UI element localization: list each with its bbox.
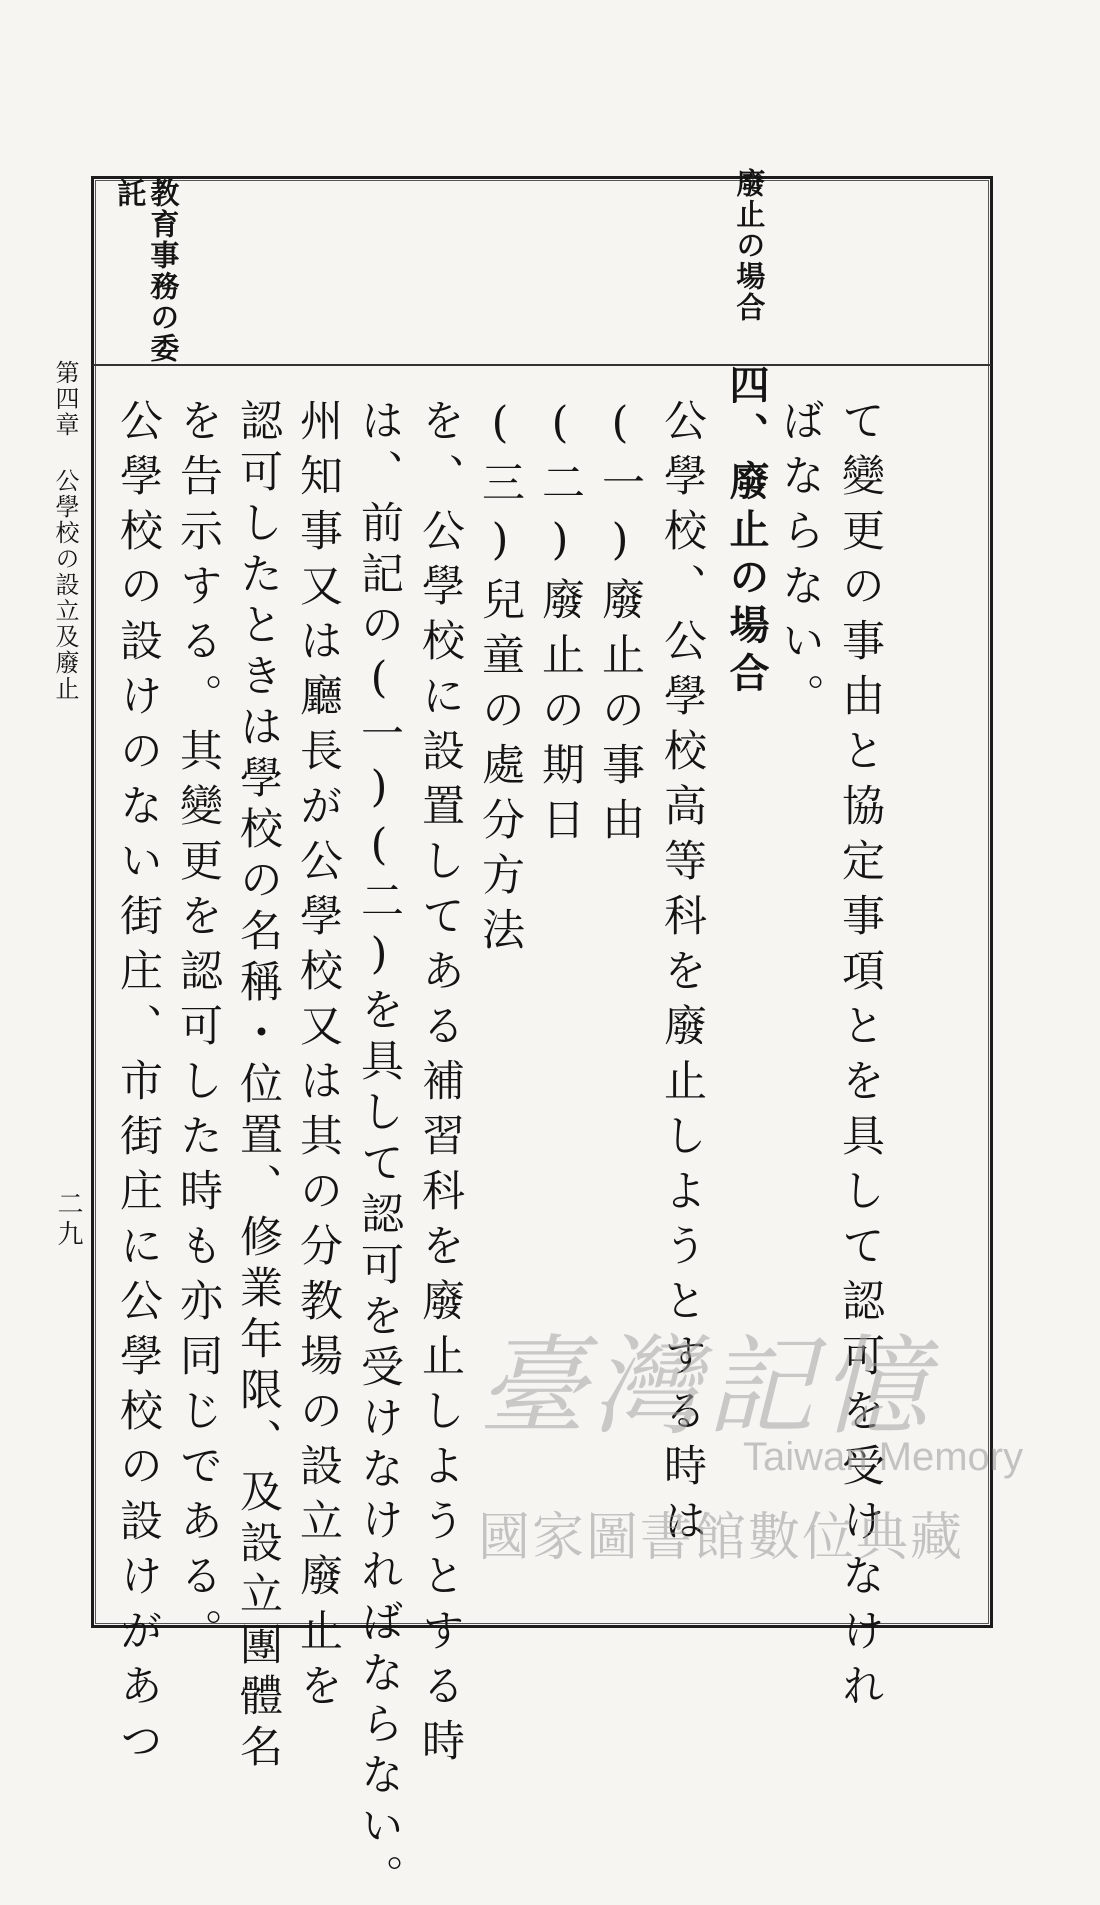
body-column-11: 認可したときは學校の名稱・位置、修業年限、及設立團體名 [233,398,283,1775]
body-column-2: ばならない。 [775,398,825,728]
watermark-subtitle: 國家圖書館數位典藏 [478,1509,965,1567]
running-head: 第四章 公學校の設立及廢止 [51,360,79,702]
header-rule [93,364,991,366]
section-heading: 四、廢止の場合 [723,364,770,700]
page-number: 二九 [53,1190,83,1250]
body-column-8: を、公學校に設置してある補習科を廢止しようとする時 [415,398,465,1773]
body-column-9: は、前記の(一)(二)を具して認可を受けなければならない。 [354,398,404,1905]
list-item-1: (一)廢止の事由 [595,398,645,852]
body-column-12: を告示する。其變更を認可した時も亦同じである。 [173,398,223,1663]
margin-note-left: 教育事務の委 [146,178,181,364]
list-item-3: (三)兒童の處分方法 [475,398,525,962]
body-column-1: て變更の事由と協定事項とを具して認可を受けなけれ [835,398,885,1718]
body-column-4: 公學校、公學校高等科を廢止しようとする時は [657,398,707,1553]
margin-note-right: 廢止の場合 [732,168,767,323]
list-item-2: (二)廢止の期日 [535,398,585,852]
watermark-logo: 臺灣記憶 [478,1325,935,1450]
watermark-english: Taiwan Memory [743,1435,1024,1479]
margin-note-left-cont: 託 [113,178,148,209]
body-column-13: 公學校の設けのない街庄、市街庄に公學校の設けがあつ [113,398,163,1773]
body-column-10: 州知事又は廳長が公學校又は其の分教場の設立廢止を [293,398,343,1718]
